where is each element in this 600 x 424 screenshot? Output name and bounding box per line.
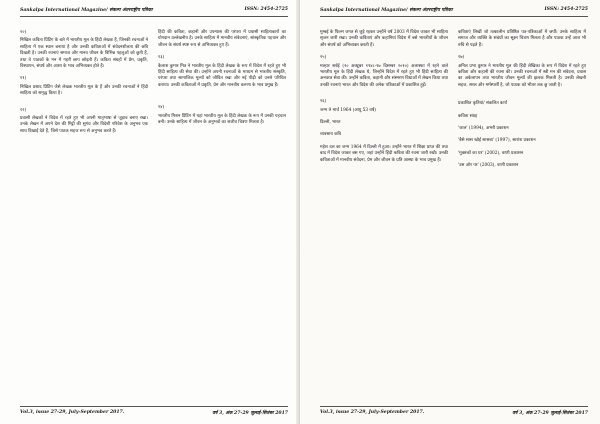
paragraph-number: १२) <box>20 107 27 113</box>
paragraph <box>458 55 586 89</box>
paragraph-text: कविताएं लिखीं जो तत्कालीन प्रतिष्ठित पत्र-पत्रिकाओं में छपीं। उनके साहित्य में समाज और व्यक्ति के संबंधों का सूक्ष्म चित्रण मिलता है और पाठक उन्हें आज भी रुचि से पढ़ते हैं। <box>458 30 586 48</box>
left-page-header <box>20 5 288 17</box>
paragraph-text: व्यवसाय कवि <box>320 132 342 138</box>
left-page-footer <box>20 406 288 418</box>
paragraph-text: निखिल प्रसाद प्रिंटिंग जैसे लेखक भारतीय मूल के हैं और उनकी रचनाओं ने हिंदी साहित्य को समृद्ध किया है। <box>20 84 148 97</box>
work-item-text: 'बैसे सास खोई सासबा' (1997), सारांश प्रकाशन <box>458 138 536 144</box>
paragraph <box>320 30 448 49</box>
volume-hindi: वर्ष 3, अंक 27-29 जुलाई-सितंबर 2017 <box>212 411 288 416</box>
journal-title: Sankalpa International Magazine/ संकल्प अंतरराष्ट्रीय पत्रिका <box>20 8 153 13</box>
paragraph-text: मुम्बई के फिल्म जगत से जुड़े रहकर उन्होंने वर्ष 2003 में विदेश जाकर भी साहित्य सृजन जारी रखा। उनकी कविताएं और कहानियां विदेश में बसे भारतीयों के जीवन और संघर्ष को अभिव्यक्त करती हैं। <box>320 30 448 48</box>
paragraph-text: अनिल प्रभा कुमार ने भारतीय मूल की हिंदी लेखिका के रूप में विदेश में रहते हुए कविता और कहानी की रचना की। उनकी रचनाओं में स्त्री मन की संवेदना, प्रवास का अकेलापन तथा भारतीय जीवन मूल्यों की झलक मिलती है। उनकी लेखनी सहज, सरल और मर्मस्पर्शी है, जो पाठक को भीतर तक छू जाती है। <box>458 63 586 88</box>
work-item-text: 'उस ओर पर' (2003), वाणी प्रकाशन <box>458 163 519 169</box>
work-item <box>458 151 586 157</box>
right-page-footer <box>320 406 588 418</box>
work-item-text: 'जाल' (1994), अभरी प्रकाशन <box>458 126 509 132</box>
paragraph-text: महेश दत्त का जन्म 1964 में दिल्ली में हुआ। उन्होंने भारत में शिक्षा प्राप्त की तथा बाद में विदेश जाकर बस गए, जहां उन्होंने हिंदी कविता की रचना जारी रखी। उनकी कविताओं में मानवीय संवेदना, प्रेम और जीवन के प्रति आस्था के भाव प्रमुख हैं। <box>320 144 448 163</box>
paragraph-text: हिंदी की कविता, कहानी और उपन्यास की परंपरा में प्रवासी साहित्यकारों का योगदान उल्लेखनीय है। उनके साहित्य में मानवीय संवेदनाएं, सांस्कृतिक पहचान और जीवन के संघर्ष स्पष्ट रूप से अभिव्यक्त हुए हैं। <box>158 30 286 48</box>
works-subheading <box>458 114 586 120</box>
volume-hindi: वर्ष 3, अंक 27-29 जुलाई-सितंबर 2017 <box>512 411 588 416</box>
volume-english: Vol.3, issue 27-29, July-September 2017. <box>20 410 125 415</box>
works-heading-text: प्रकाशित कृतियां/ संकलित कार्य <box>458 101 507 107</box>
paragraph-text: कैलाश कुमार मित्र ने भारतीय मूल के हिंदी लेखक के रूप में विदेश में रहते हुए भी हिंदी साहित्य की सेवा की। उन्होंने अपनी रचनाओं के माध्यम से भारतीय संस्कृति, परंपरा तथा सामाजिक मूल्यों को जीवित रखा और नई पीढ़ी को उनसे परिचित कराया। उनकी कविताओं में प्रकृति, प्रेम और मानवीय करुणा के भाव प्रमुख हैं। <box>158 63 286 88</box>
works-subheading-text: कविता संग्रह <box>458 113 478 119</box>
left-page-column-2 <box>158 30 286 132</box>
paragraph <box>320 132 448 138</box>
work-item <box>458 138 586 144</box>
paragraph-text: प्रवासी लेखकों ने विदेश में रहते हुए भी अपनी मातृभाषा से जुड़ाव बनाए रखा। उनके लेखन में अपने देश की मिट्टी की सुगंध और विदेशी परिवेश के अनुभव एक साथ दिखाई देते हैं, जिसे पाठक सहज रूप से अनुभव करते हैं। <box>20 116 148 134</box>
volume-english: Vol.3, issue 27-29, July-September 2017. <box>320 410 425 415</box>
right-page-header <box>320 5 588 17</box>
paragraph <box>158 55 286 89</box>
works-heading <box>458 101 586 107</box>
right-page-column-1 <box>320 30 448 170</box>
paragraph <box>158 30 286 49</box>
paragraph <box>20 30 148 70</box>
paragraph-text: मल्हार सर्वई (२० अक्टूबर १९४८-१७ दिसम्बर २०१०) अलास्का में रहने वाले भारतीय मूल के हिंदी लेखक थे, जिन्होंने विदेश में रहते हुए भी हिंदी साहित्य की अनवरत सेवा की। उन्होंने कविता, कहानी और संस्मरण विधाओं में लेखन किया तथा उनकी रचनाएं भारत और विदेश की अनेक पत्रिकाओं में प्रकाशित हुईं। <box>320 63 448 88</box>
paragraph-text: दिल्ली, भारत <box>320 120 341 126</box>
paragraph <box>320 99 448 114</box>
paragraph-number: ११) <box>20 76 27 82</box>
paragraph <box>20 108 148 136</box>
right-page-column-2 <box>458 30 586 176</box>
paragraph <box>320 55 448 89</box>
paragraph <box>20 76 148 97</box>
paragraph <box>320 120 448 126</box>
journal-title: Sankalpa International Magazine/ संकल्प अंतरराष्ट्रीय पत्रिका <box>320 8 453 13</box>
work-item <box>458 126 586 132</box>
paragraph-number: १६) <box>320 99 327 105</box>
left-page-column-1 <box>20 30 148 141</box>
right-page <box>300 0 600 424</box>
paragraph-text: निखिल कविता प्रिंटिंग के बारे में भारतीय मूल के हिंदी लेखक हैं, जिनकी रचनाओं ने साहित्य में एक स्थान बनाया है और उनकी कविताओं में संवेदनशीलता की छवि दिखती है। उनकी रचनाएं समाज और मानव जीवन के विभिन्न पहलुओं को छूती हैं, तथा वे पाठकों के मन में गहरी छाप छोड़ती हैं। कविता संग्रहों में प्रेम, प्रकृति, विस्थापन, संघर्ष और आशा के भाव अभिव्यक्त होते हैं। <box>20 38 148 70</box>
paragraph <box>320 145 448 164</box>
issn: ISSN: 2454-2725 <box>244 7 288 12</box>
paragraph-text: भारतीय मिशन प्रिंटिंग में यहां भारतीय मूल के हिंदी लेखक के रूप में उनकी पहचान बनी। उनके साहित्य में जीवन के अनुभवों का सजीव चित्रण मिलता है। <box>158 113 286 126</box>
work-item-text: 'मुक्तकों का घर' (2002), वाणी प्रकाशन <box>458 150 524 156</box>
work-item <box>458 163 586 169</box>
paragraph-number: १५) <box>320 55 327 61</box>
paragraph-number: १७) <box>458 55 465 61</box>
issn: ISSN: 2454-2725 <box>544 7 588 12</box>
paragraph-number: १०) <box>20 30 27 35</box>
paragraph-text: जन्म 9 मार्च 1964 (आयु 53 वर्ष) <box>320 107 376 113</box>
paragraph-number: १३) <box>158 55 165 61</box>
paragraph <box>158 105 286 126</box>
paragraph <box>458 30 586 49</box>
paragraph-number: १४) <box>158 105 165 111</box>
